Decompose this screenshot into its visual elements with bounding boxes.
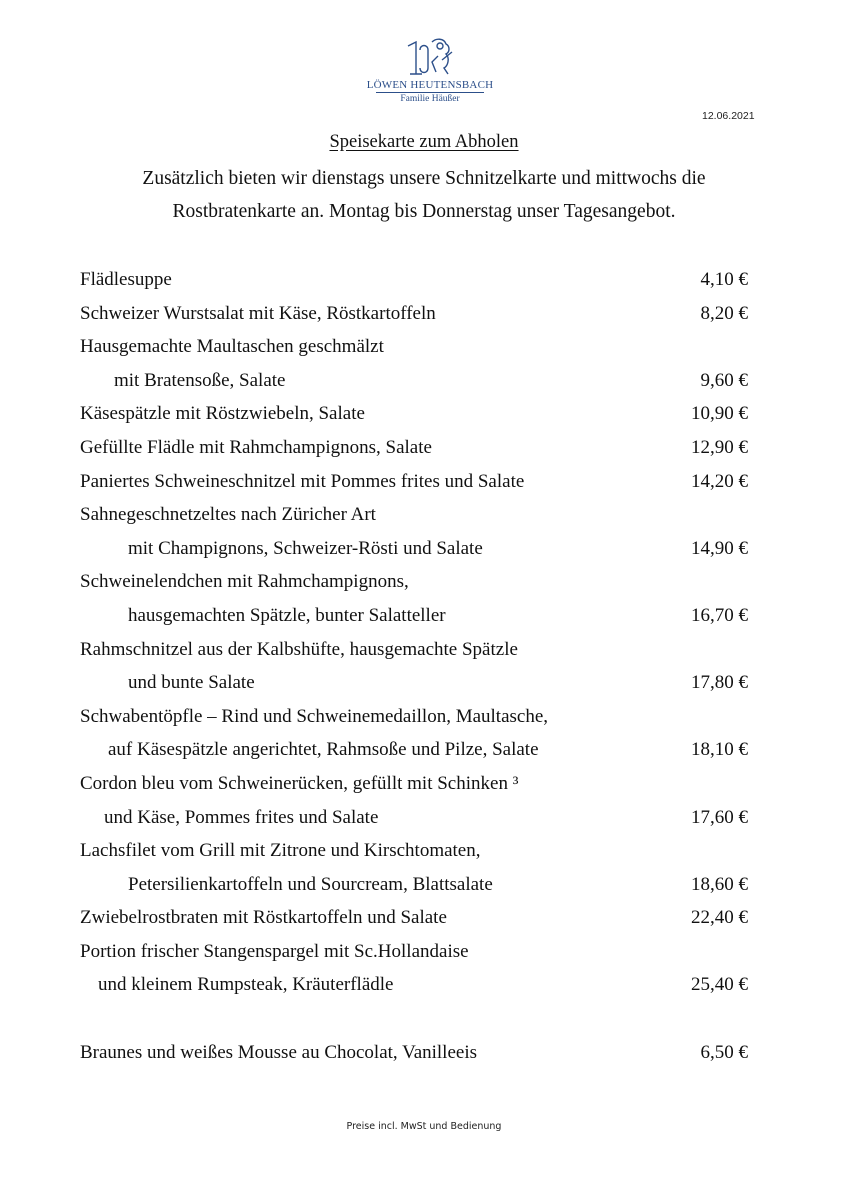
item-price: 14,90 € [691,537,748,559]
item-price: 12,90 € [691,436,748,458]
menu-item [80,297,748,331]
item-name-cont: auf Käsespätzle angerichtet, Rahmsoße und Pilze, Salate [108,739,539,761]
item-price: 17,80 € [691,672,748,694]
item-name: Paniertes Schweineschnitzel mit Pommes frites und Salate [80,470,525,492]
restaurant-logo [360,36,500,108]
menu-item [80,633,748,667]
item-price: 8,20 € [700,302,748,324]
menu-item [80,901,748,935]
item-price: 14,20 € [691,470,748,492]
page-title [0,132,848,153]
dessert-item [80,1036,748,1070]
item-name: Schweinelendchen mit Rahmchampignons, [80,571,409,593]
item-name: Schweizer Wurstsalat mit Käse, Röstkartoffeln [80,302,436,324]
menu-item [80,263,748,297]
item-name-cont: und Käse, Pommes frites und Salate [104,806,379,828]
item-name-cont: und bunte Salate [128,672,255,694]
item-name: Cordon bleu vom Schweinerücken, gefüllt mit Schinken ³ [80,772,519,794]
item-price: 25,40 € [691,974,748,996]
item-name: Sahnegeschnetzeltes nach Züricher Art [80,504,376,526]
item-name-cont: und kleinem Rumpsteak, Kräuterflädle [98,974,394,996]
menu-item [80,767,748,801]
item-price: 4,10 € [700,269,748,290]
intro-text [60,162,788,228]
item-name: Flädlesuppe [80,269,172,290]
item-name: Braunes und weißes Mousse au Chocolat, Vanilleeis [80,1041,477,1063]
item-name: Lachsfilet vom Grill mit Zitrone und Kirschtomaten, [80,840,481,862]
menu-item-cont [80,532,748,566]
item-name: Gefüllte Flädle mit Rahmchampignons, Salate [80,436,432,458]
item-name: Portion frischer Stangenspargel mit Sc.Hollandaise [80,940,469,962]
item-name-cont: hausgemachten Spätzle, bunter Salatteller [128,604,446,626]
menu-item-cont [80,801,748,835]
menu-item [80,834,748,868]
item-name: Rahmschnitzel aus der Kalbshüfte, hausgemachte Spätzle [80,638,518,660]
item-price: 16,70 € [691,604,748,626]
intro-line: Zusätzlich bieten wir dienstags unsere Schnitzelkarte und mittwochs die [142,168,706,189]
item-price: 18,10 € [691,739,748,761]
menu-item [80,498,748,532]
item-name: Schwabentöpfle – Rind und Schweinemedaillon, Maultasche, [80,705,549,727]
menu-item-cont [80,968,748,1002]
item-name-cont: mit Bratensoße, Salate [114,369,286,391]
menu-list [80,263,748,1069]
menu-item [80,330,748,364]
item-price: 22,40 € [691,907,748,929]
item-price: 9,60 € [700,369,748,391]
item-name-cont: Petersilienkartoffeln und Sourcream, Blattsalate [128,873,493,895]
intro-line: Rostbratenkarte an. Montag bis Donnerstag unser Tagesangebot. [172,201,676,222]
date: 12.06.2021 [702,110,755,122]
page-title-text: Speisekarte zum Abholen [329,132,519,152]
menu-item-cont [80,364,748,398]
item-name: Hausgemachte Maultaschen geschmälzt [80,336,384,358]
logo-subtitle: Familie Häußer [400,94,460,104]
item-price: 10,90 € [691,403,748,425]
menu-item [80,700,748,734]
menu-item-cont [80,733,748,767]
menu-item [80,397,748,431]
item-price: 18,60 € [691,873,748,895]
menu-item [80,935,748,969]
menu-item-cont [80,599,748,633]
logo-name: LÖWEN HEUTENSBACH [366,79,494,91]
footer-note: Preise incl. MwSt und Bedienung [346,1121,502,1132]
item-price: 6,50 € [700,1041,748,1063]
menu-item-cont [80,868,748,902]
item-name: Käsespätzle mit Röstzwiebeln, Salate [80,403,365,425]
lion-crest-icon [402,36,458,78]
menu-item-cont [80,666,748,700]
item-name: Zwiebelrostbraten mit Röstkartoffeln und Salate [80,907,447,929]
item-name-cont: mit Champignons, Schweizer-Rösti und Salate [128,537,483,559]
logo-divider [376,92,484,93]
item-price: 17,60 € [691,806,748,828]
menu-item [80,465,748,499]
spacer [80,1002,748,1036]
menu-item [80,565,748,599]
menu-item [80,431,748,465]
